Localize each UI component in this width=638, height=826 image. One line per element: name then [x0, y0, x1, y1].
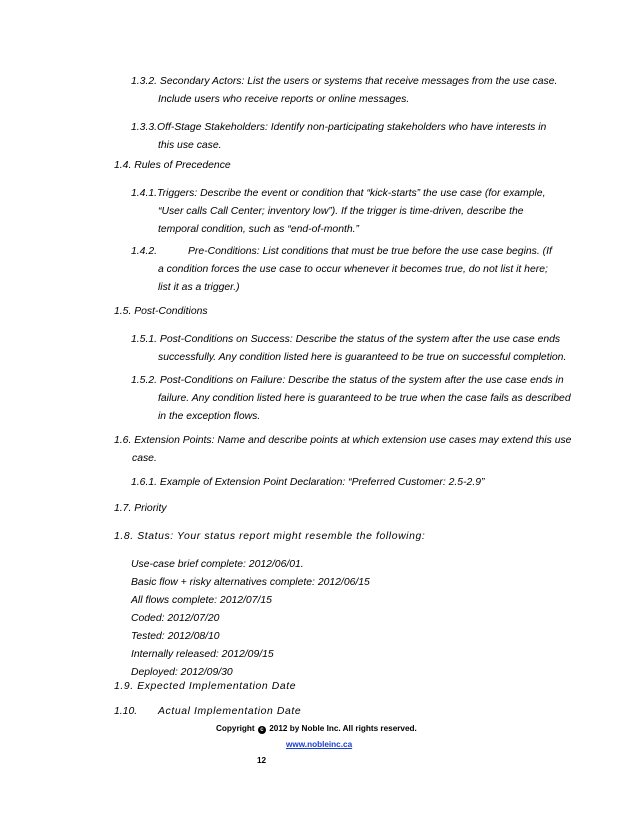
section-1-4-2-number: 1.4.2.	[131, 246, 157, 257]
copyright-text: 2012 by Noble Inc. All rights reserved.	[269, 724, 417, 733]
section-1-3-3-line-2: this use case.	[158, 140, 222, 151]
section-1-5-2-line-1: 1.5.2. Post-Conditions on Failure: Describe the status of the system after the use case ends in	[131, 375, 564, 386]
section-1-6-1: 1.6.1. Example of Extension Point Declaration: “Preferred Customer: 2.5-2.9”	[131, 477, 485, 488]
status-line: All flows complete: 2012/07/15	[131, 595, 272, 606]
section-1-7-heading: 1.7. Priority	[114, 503, 167, 514]
status-line: Coded: 2012/07/20	[131, 613, 220, 624]
section-1-6-line-1: 1.6. Extension Points: Name and describe points at which extension use cases may extend this use	[114, 435, 572, 446]
section-1-4-1-line-2: “User calls Call Center; inventory low”). If the trigger is time-driven, describe the	[158, 206, 524, 217]
section-1-5-1-line-1: 1.5.1. Post-Conditions on Success: Describe the status of the system after the use case ends	[131, 334, 561, 345]
section-1-4-2-line-2: a condition forces the use case to occur whenever it becomes true, do not list it here;	[158, 264, 548, 275]
section-1-10-number: 1.10.	[114, 706, 138, 717]
page-number: 12	[257, 756, 267, 765]
status-line: Deployed: 2012/09/30	[131, 667, 233, 678]
section-1-4-1-line-1: 1.4.1.Triggers: Describe the event or condition that “kick-starts” the use case (for example,	[131, 188, 546, 199]
section-1-4-2-line-3: list it as a trigger.)	[158, 282, 240, 293]
section-1-4-1-line-3: temporal condition, such as “end-of-month.”	[158, 224, 359, 235]
copyright-notice	[216, 724, 638, 734]
copyright-prefix: Copyright	[216, 724, 255, 733]
section-1-5-1-line-2: successfully. Any condition listed here is guaranteed to be true on successful completion.	[158, 352, 567, 363]
section-1-5-2-line-2: failure. Any condition listed here is guaranteed to be true when the case fails as described	[158, 393, 571, 404]
section-1-10-text: Actual Implementation Date	[158, 706, 302, 717]
section-1-6-line-2: case.	[132, 453, 157, 464]
section-1-3-2-line-2: Include users who receive reports or online messages.	[158, 94, 410, 105]
status-line: Tested: 2012/08/10	[131, 631, 220, 642]
section-1-5-2-line-3: in the exception flows.	[158, 411, 261, 422]
status-line: Use-case brief complete: 2012/06/01.	[131, 559, 304, 570]
section-1-8-heading: 1.8. Status: Your status report might resemble the following:	[114, 531, 426, 542]
status-line: Internally released: 2012/09/15	[131, 649, 274, 660]
copyright-icon: c	[258, 726, 266, 734]
section-1-4-2-line-1: Pre-Conditions: List conditions that must be true before the use case begins. (If	[188, 246, 552, 257]
section-1-3-2-line-1: 1.3.2. Secondary Actors: List the users or systems that receive messages from the use case.	[131, 76, 558, 87]
section-1-9-heading: 1.9. Expected Implementation Date	[114, 681, 297, 692]
section-1-4-heading: 1.4. Rules of Precedence	[114, 160, 231, 171]
status-line: Basic flow + risky alternatives complete: 2012/06/15	[131, 577, 370, 588]
section-1-3-3-line-1: 1.3.3.Off-Stage Stakeholders: Identify non-participating stakeholders who have interests in	[131, 122, 547, 133]
section-1-5-heading: 1.5. Post-Conditions	[114, 306, 208, 317]
website-link[interactable]: www.nobleinc.ca	[286, 740, 353, 749]
